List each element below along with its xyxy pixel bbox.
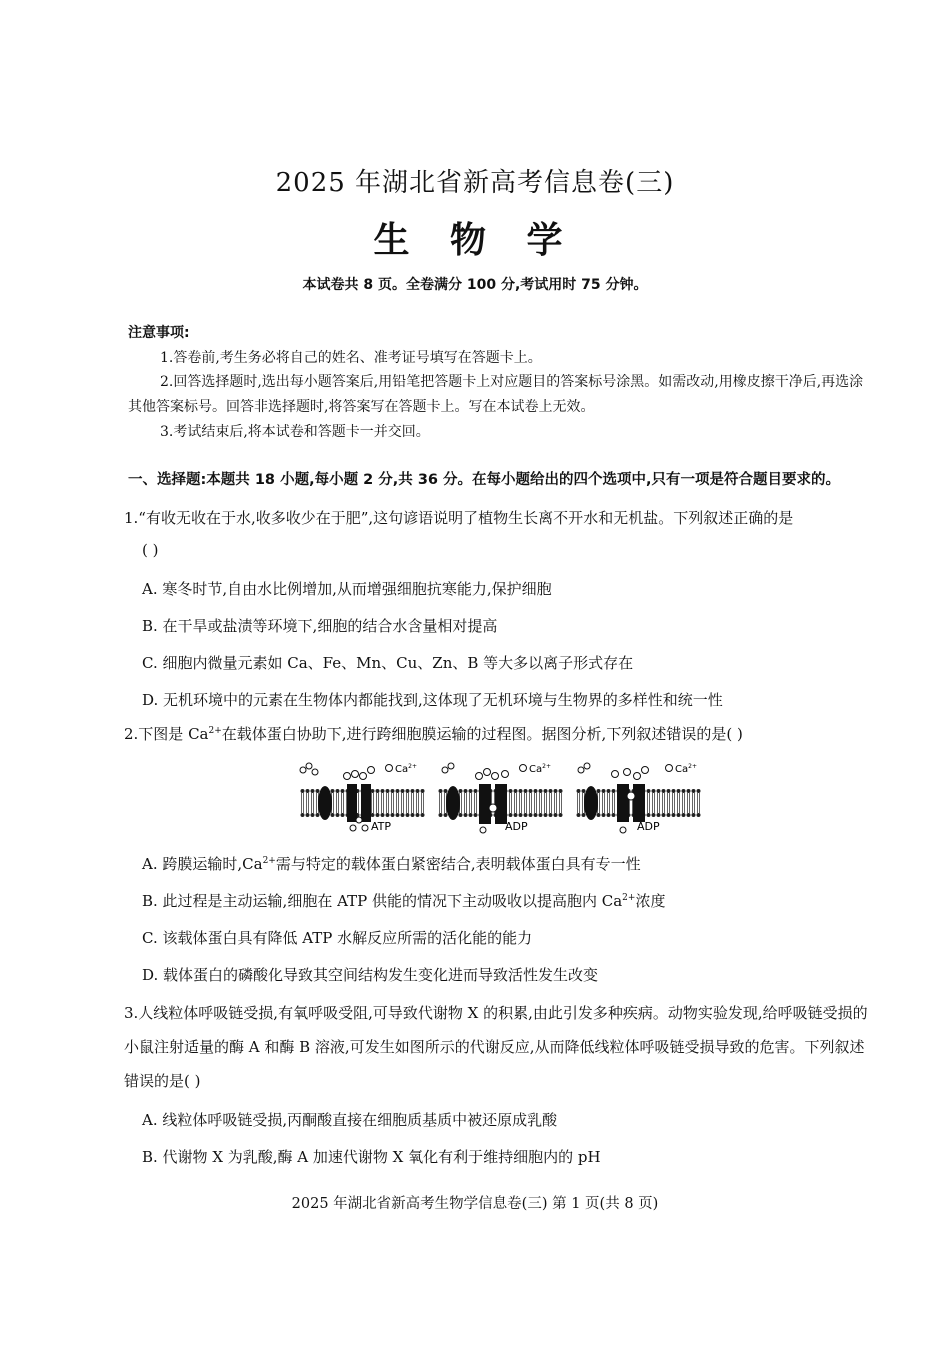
q2-option-c: C. 该载体蛋白具有降低 ATP 水解反应所需的活化能的能力 bbox=[142, 929, 533, 947]
figure-panel-1 bbox=[300, 763, 425, 833]
q2-option-b: B. 此过程是主动运输,细胞在 ATP 供能的情况下主动吸收以提高胞内 $Ca^{2+}$浓度 bbox=[142, 892, 666, 910]
note-item: 3.考试结束后,将本试卷和答题卡一并交回。 bbox=[160, 424, 430, 440]
question-3-stem: 3.人线粒体呼吸链受损,有氧呼吸受阻,可导致代谢物 X 的积累,由此引发多种疾病。动物实验发现,给呼吸链受损的小鼠注射适量的酶 A 和酶 B 溶液,可发生如图所示的代谢反应,从而降低线粒体呼吸链受损导致的危害。下列叙述错误的是( ) bbox=[124, 1004, 868, 1090]
q2-stem-sup: 2+ bbox=[208, 726, 222, 736]
note-item: 2.回答选择题时,选出每小题答案后,用铅笔把答题卡上对应题目的答案标号涂黑。如需改动,用橡皮擦干净后,再选涂其他答案标号。回答非选择题时,将答案写在答题卡上。写在本试卷上无效。 bbox=[128, 374, 864, 415]
note-item: 1.答卷前,考生务必将自己的姓名、准考证号填写在答题卡上。 bbox=[160, 350, 542, 366]
q2-option-d: D. 载体蛋白的磷酸化导致其空间结构发生变化进而导致活性发生改变 bbox=[142, 966, 599, 984]
q3-option-b: B. 代谢物 X 为乳酸,酶 A 加速代谢物 X 氧化有利于维持细胞内的 pH bbox=[142, 1148, 601, 1166]
subject-title: 生 物 学 bbox=[373, 220, 577, 261]
figure-label-atp: ATP bbox=[371, 820, 392, 833]
question-2-stem bbox=[124, 719, 874, 749]
exam-title: 2025 年湖北省新高考信息卷(三) bbox=[275, 168, 675, 198]
notes-heading: 注意事项: bbox=[128, 325, 190, 341]
q2-stem-post: 在载体蛋白协助下,进行跨细胞膜运输的过程图。据图分析,下列叙述错误的是( ) bbox=[221, 725, 743, 743]
figure-panel-2 bbox=[438, 763, 563, 833]
section-heading: 一、选择题:本题共 18 小题,每小题 2 分,共 36 分。在每小题给出的四个选项中,只有一项是符合题目要求的。 bbox=[128, 472, 841, 488]
membrane-protein bbox=[584, 786, 598, 820]
figure-panel-3 bbox=[576, 763, 701, 833]
question-1-stem: 1.“有收无收在于水,收多收少在于肥”,这句谚语说明了植物生长离不开水和无机盐。下列叙述正确的是 bbox=[124, 509, 794, 527]
q2-stem-pre: 2.下图是 Ca bbox=[124, 725, 209, 743]
membrane-protein bbox=[446, 786, 460, 820]
carrier-protein-figure bbox=[295, 758, 715, 840]
answer-paren: ( ) bbox=[142, 541, 159, 559]
figure-label-adp: ADP bbox=[505, 820, 528, 833]
figure-ion-label: $Ca^{2+}$ bbox=[675, 763, 697, 775]
q3-option-a: A. 线粒体呼吸链受损,丙酮酸直接在细胞质基质中被还原成乳酸 bbox=[142, 1111, 558, 1129]
q1-option-c: C. 细胞内微量元素如 Ca、Fe、Mn、Cu、Zn、B 等大多以离子形式存在 bbox=[142, 654, 634, 672]
q2-option-a: A. 跨膜运输时$,Ca^{2+}$需与特定的载体蛋白紧密结合,表明载体蛋白具有专一性 bbox=[142, 855, 641, 873]
q1-option-a: A. 寒冬时节,自由水比例增加,从而增强细胞抗寒能力,保护细胞 bbox=[142, 580, 552, 598]
exam-meta: 本试卷共 8 页。全卷满分 100 分,考试用时 75 分钟。 bbox=[302, 277, 648, 293]
figure-label-adp: ADP bbox=[637, 820, 660, 833]
figure-ion-label: $Ca^{2+}$ bbox=[529, 763, 551, 775]
figure-ion-label: $Ca^{2+}$ bbox=[395, 763, 417, 775]
membrane-protein bbox=[318, 786, 332, 820]
page-footer: 2025 年湖北省新高考生物学信息卷(三) 第 1 页(共 8 页) bbox=[291, 1196, 659, 1212]
q1-option-b: B. 在干旱或盐渍等环境下,细胞的结合水含量相对提高 bbox=[142, 617, 498, 635]
q1-option-d: D. 无机环境中的元素在生物体内都能找到,这体现了无机环境与生物界的多样性和统一性 bbox=[142, 691, 723, 709]
